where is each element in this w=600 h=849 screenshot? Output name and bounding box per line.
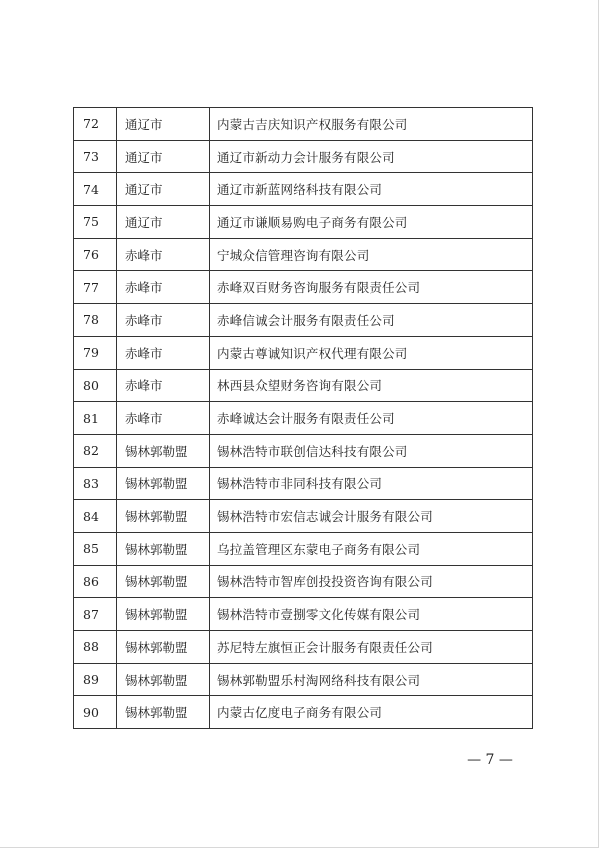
company-name-cell: 林西县众望财务咨询有限公司	[210, 369, 533, 402]
company-list-table	[73, 107, 533, 729]
region-cell: 赤峰市	[117, 271, 210, 304]
table-row	[74, 402, 533, 435]
row-number: 73	[74, 140, 117, 173]
table-row	[74, 369, 533, 402]
row-number: 81	[74, 402, 117, 435]
company-name-cell: 锡林浩特市壹捌零文化传媒有限公司	[210, 598, 533, 631]
region-cell: 通辽市	[117, 206, 210, 239]
row-number: 80	[74, 369, 117, 402]
row-number: 75	[74, 206, 117, 239]
table-row	[74, 532, 533, 565]
region-cell: 锡林郭勒盟	[117, 696, 210, 729]
region-cell: 赤峰市	[117, 402, 210, 435]
company-name-cell: 乌拉盖管理区东蒙电子商务有限公司	[210, 532, 533, 565]
table-row	[74, 467, 533, 500]
company-name-cell: 通辽市新动力会计服务有限公司	[210, 140, 533, 173]
row-number: 88	[74, 631, 117, 664]
table-row	[74, 238, 533, 271]
table-row	[74, 108, 533, 141]
region-cell: 锡林郭勒盟	[117, 565, 210, 598]
company-name-cell: 通辽市新蓝网络科技有限公司	[210, 173, 533, 206]
company-name-cell: 赤峰信诚会计服务有限责任公司	[210, 304, 533, 337]
table-body	[74, 108, 533, 729]
row-number: 83	[74, 467, 117, 500]
company-name-cell: 锡林郭勒盟乐村淘网络科技有限公司	[210, 663, 533, 696]
region-cell: 赤峰市	[117, 238, 210, 271]
region-cell: 锡林郭勒盟	[117, 434, 210, 467]
table-row	[74, 631, 533, 664]
row-number: 79	[74, 336, 117, 369]
table-row	[74, 271, 533, 304]
company-name-cell: 锡林浩特市联创信达科技有限公司	[210, 434, 533, 467]
region-cell: 锡林郭勒盟	[117, 598, 210, 631]
table-row	[74, 173, 533, 206]
row-number: 74	[74, 173, 117, 206]
company-name-cell: 内蒙古吉庆知识产权服务有限公司	[210, 108, 533, 141]
row-number: 76	[74, 238, 117, 271]
company-name-cell: 赤峰诚达会计服务有限责任公司	[210, 402, 533, 435]
row-number: 77	[74, 271, 117, 304]
company-name-cell: 通辽市谦顺易购电子商务有限公司	[210, 206, 533, 239]
page-number: — 7 —	[467, 752, 513, 768]
row-number: 72	[74, 108, 117, 141]
row-number: 85	[74, 532, 117, 565]
company-name-cell: 赤峰双百财务咨询服务有限责任公司	[210, 271, 533, 304]
region-cell: 通辽市	[117, 140, 210, 173]
region-cell: 锡林郭勒盟	[117, 631, 210, 664]
table-row	[74, 598, 533, 631]
table-row	[74, 565, 533, 598]
table-row	[74, 500, 533, 533]
region-cell: 赤峰市	[117, 336, 210, 369]
row-number: 87	[74, 598, 117, 631]
region-cell: 锡林郭勒盟	[117, 467, 210, 500]
company-name-cell: 锡林浩特市非同科技有限公司	[210, 467, 533, 500]
company-name-cell: 锡林浩特市宏信志诚会计服务有限公司	[210, 500, 533, 533]
row-number: 86	[74, 565, 117, 598]
region-cell: 锡林郭勒盟	[117, 500, 210, 533]
row-number: 89	[74, 663, 117, 696]
table-row	[74, 206, 533, 239]
company-name-cell: 锡林浩特市智库创投投资咨询有限公司	[210, 565, 533, 598]
company-name-cell: 内蒙古尊诚知识产权代理有限公司	[210, 336, 533, 369]
company-name-cell: 苏尼特左旗恒正会计服务有限责任公司	[210, 631, 533, 664]
row-number: 84	[74, 500, 117, 533]
row-number: 78	[74, 304, 117, 337]
company-name-cell: 宁城众信管理咨询有限公司	[210, 238, 533, 271]
region-cell: 赤峰市	[117, 369, 210, 402]
table-row	[74, 140, 533, 173]
table-row	[74, 434, 533, 467]
region-cell: 锡林郭勒盟	[117, 663, 210, 696]
table-row	[74, 696, 533, 729]
region-cell: 锡林郭勒盟	[117, 532, 210, 565]
region-cell: 赤峰市	[117, 304, 210, 337]
row-number: 90	[74, 696, 117, 729]
table-row	[74, 304, 533, 337]
row-number: 82	[74, 434, 117, 467]
table-row	[74, 663, 533, 696]
company-name-cell: 内蒙古亿度电子商务有限公司	[210, 696, 533, 729]
region-cell: 通辽市	[117, 173, 210, 206]
region-cell: 通辽市	[117, 108, 210, 141]
table-row	[74, 336, 533, 369]
